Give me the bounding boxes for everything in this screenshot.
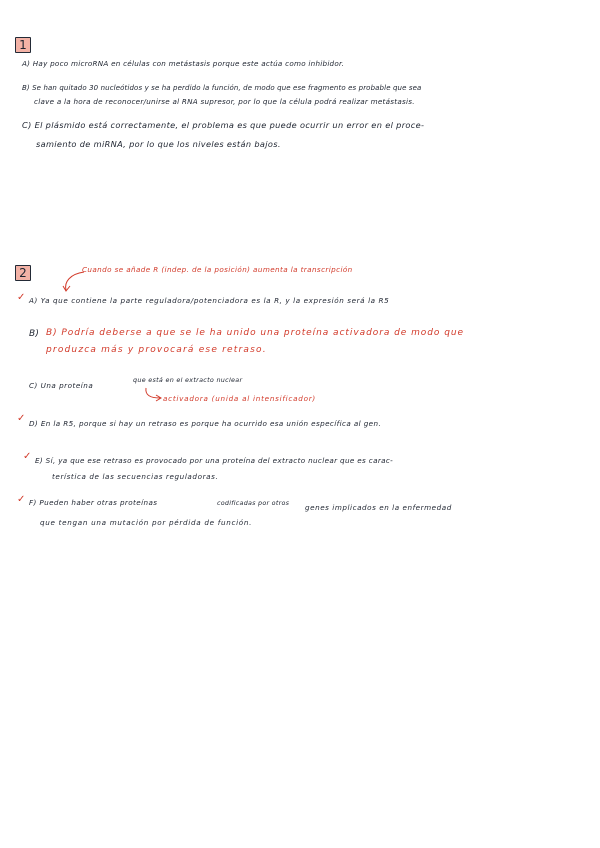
q1-answer-c-line2: samiento de miRNA, por lo que los niveles están bajos. <box>36 139 281 149</box>
q1-answer-a: A) Hay poco microRNA en células con metástasis porque este actúa como inhibidor. <box>22 59 345 68</box>
check-mark-f: ✓ <box>17 494 26 505</box>
q2-answer-f-lead: F) Pueden haber otras proteínas <box>29 498 158 507</box>
check-mark-e: ✓ <box>23 451 32 462</box>
q2-answer-c-red: activadora (unida al intensificador) <box>163 394 316 403</box>
check-mark-a: ✓ <box>17 292 26 303</box>
q1-answer-b-line1: B) Se han quitado 30 nucleótidos y se ha perdido la función, de modo que ese fragmento es probable que sea <box>22 84 422 92</box>
note-arrow-head <box>63 286 70 291</box>
q2-answer-b-label: B) <box>29 329 40 339</box>
q1-answer-c-line1: C) El plásmido está correctamente, el problema es que puede ocurrir un error en el proce- <box>22 120 425 130</box>
check-mark-d: ✓ <box>17 413 26 424</box>
q2-answer-f-above: codificadas por otros <box>217 499 290 507</box>
q2-answer-f-rest: genes implicados en la enfermedad <box>305 503 452 512</box>
q2-margin-note: Cuando se añade R (indep. de la posición) aumenta la transcripción <box>82 265 353 274</box>
q2-answer-b-line2: produzca más y provocará ese retraso. <box>46 345 267 355</box>
q2-answer-f-line2: que tengan una mutación por pérdida de función. <box>40 518 253 527</box>
question-1-number-box: 1 <box>15 37 31 53</box>
q2-answer-d: D) En la R5, porque si hay un retraso es porque ha ocurrido esa unión específica al gen. <box>29 419 382 428</box>
q1-answer-b-line2: clave a la hora de reconocer/unirse al RNA supresor, por lo que la célula podrá realizar metástasis. <box>34 97 415 106</box>
q2-answer-a: A) Ya que contiene la parte reguladora/potenciadora es la R, y la expresión será la R5 <box>29 296 390 305</box>
q2-answer-e-line2: terística de las secuencias reguladoras. <box>52 472 219 481</box>
q2-answer-c-lead: C) Una proteína <box>29 381 94 390</box>
q2-answer-b-line1: B) Podría deberse a que se le ha unido una proteína activadora de modo que <box>46 328 464 338</box>
question-2-number-box: 2 <box>15 265 31 281</box>
q2-answer-e-line1: E) Sí, ya que ese retraso es provocado por una proteína del extracto nuclear que es carac- <box>35 456 394 465</box>
q2-answer-c-above: que está en el extracto nuclear <box>133 376 243 384</box>
